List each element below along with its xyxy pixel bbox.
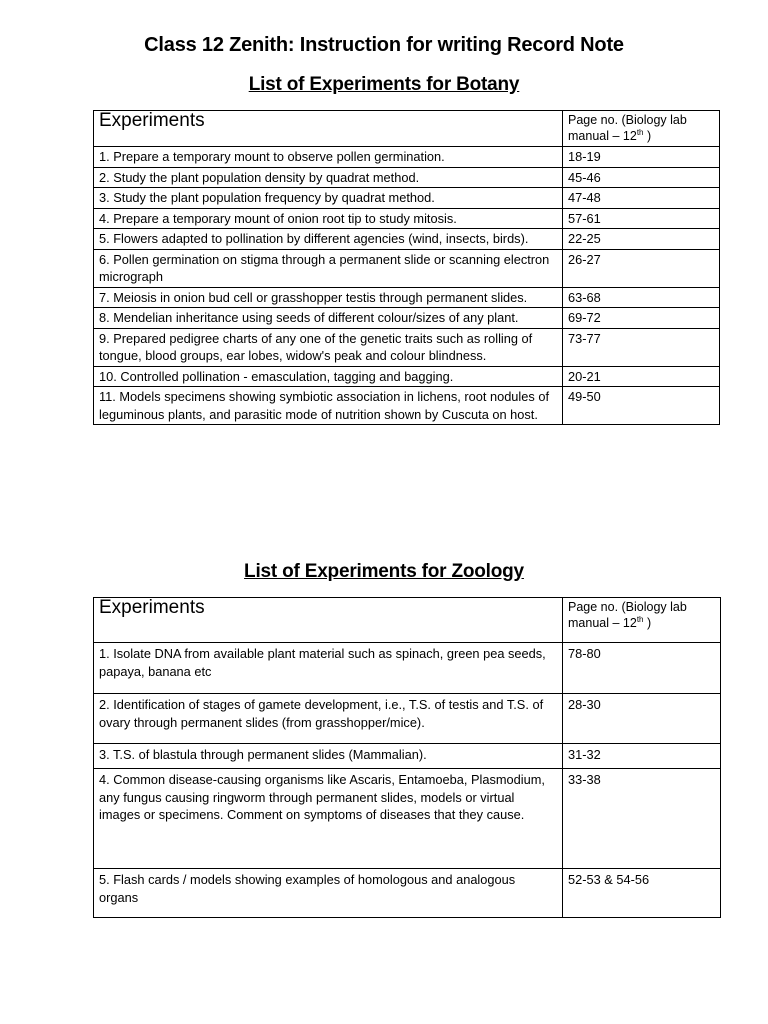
experiments-column-header: Experiments [94,111,563,147]
page-number-cell: 73-77 [563,328,720,366]
page-number-cell: 28-30 [563,694,721,744]
page-number-cell: 31-32 [563,744,721,769]
page-number-cell: 22-25 [563,229,720,250]
table-row [94,249,720,287]
table-header-row [94,598,721,643]
zoology-experiments-table [93,597,721,918]
table-row [94,366,720,387]
experiment-cell: 5. Flowers adapted to pollination by different agencies (wind, insects, birds). [94,229,563,250]
page-number-column-header: Page no. (Biology lab manual – 12th ) [563,598,721,643]
table-row [94,769,721,869]
experiment-cell: 3. Study the plant population frequency by quadrat method. [94,188,563,209]
table-row [94,167,720,188]
page-number-cell: 26-27 [563,249,720,287]
experiment-cell: 4. Common disease-causing organisms like Ascaris, Entamoeba, Plasmodium, any fungus causing ringworm through permanent slides, models or virtual images or specimens. Comment on symptoms of diseases that they cause. [94,769,563,869]
botany-heading: List of Experiments for Botany [248,74,520,95]
experiment-cell: 2. Identification of stages of gamete development, i.e., T.S. of testis and T.S. of ovary through permanent slides (from grasshopper/mice). [94,694,563,744]
page-title: Class 12 Zenith: Instruction for writing Record Note [144,34,624,56]
page-number-cell: 45-46 [563,167,720,188]
table-header-row [94,111,720,147]
experiment-cell: 6. Pollen germination on stigma through a permanent slide or scanning electron micrograph [94,249,563,287]
table-row [94,328,720,366]
experiment-cell: 5. Flash cards / models showing examples of homologous and analogous organs [94,869,563,918]
table-row [94,229,720,250]
experiment-cell: 8. Mendelian inheritance using seeds of different colour/sizes of any plant. [94,308,563,329]
page-number-column-header: Page no. (Biology lab manual – 12th ) [563,111,720,147]
experiment-cell: 11. Models specimens showing symbiotic association in lichens, root nodules of leguminous plants, and parasitic mode of nutrition shown by Cuscuta on host. [94,387,563,425]
table-row [94,208,720,229]
botany-experiments-table [93,110,720,425]
table-row [94,308,720,329]
table-row [94,147,720,168]
experiment-cell: 1. Prepare a temporary mount to observe pollen germination. [94,147,563,168]
page-number-cell: 52-53 & 54-56 [563,869,721,918]
table-row [94,188,720,209]
table-row [94,869,721,918]
zoology-heading: List of Experiments for Zoology [244,561,524,582]
experiment-cell: 1. Isolate DNA from available plant material such as spinach, green pea seeds, papaya, banana etc [94,643,563,694]
experiment-cell: 4. Prepare a temporary mount of onion root tip to study mitosis. [94,208,563,229]
page-number-cell: 20-21 [563,366,720,387]
page-number-cell: 63-68 [563,287,720,308]
table-row [94,694,721,744]
experiment-cell: 2. Study the plant population density by quadrat method. [94,167,563,188]
experiment-cell: 3. T.S. of blastula through permanent slides (Mammalian). [94,744,563,769]
page-number-cell: 47-48 [563,188,720,209]
experiment-cell: 9. Prepared pedigree charts of any one of the genetic traits such as rolling of tongue, blood groups, ear lobes, widow's peak and colour blindness. [94,328,563,366]
page-number-cell: 78-80 [563,643,721,694]
page-number-cell: 49-50 [563,387,720,425]
table-row [94,643,721,694]
table-row [94,387,720,425]
experiment-cell: 7. Meiosis in onion bud cell or grasshopper testis through permanent slides. [94,287,563,308]
page-number-cell: 69-72 [563,308,720,329]
experiment-cell: 10. Controlled pollination - emasculation, tagging and bagging. [94,366,563,387]
experiments-column-header: Experiments [94,598,563,643]
page-number-cell: 33-38 [563,769,721,869]
table-row [94,744,721,769]
page-number-cell: 18-19 [563,147,720,168]
page-number-cell: 57-61 [563,208,720,229]
table-row [94,287,720,308]
